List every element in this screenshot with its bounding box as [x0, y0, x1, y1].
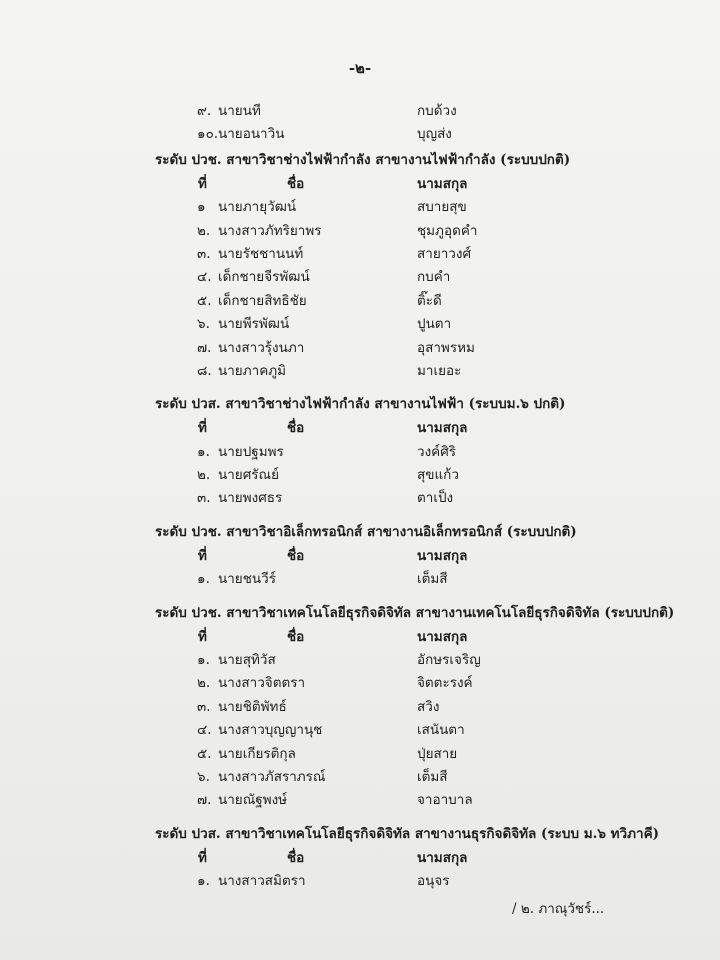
- list-item: [155, 487, 695, 510]
- row-number: ๖.: [197, 316, 210, 333]
- section-title: ระดับ ปวส. สาขาวิชาช่างไฟฟ้ากำลัง สาขางานไฟฟ้า (ระบบม.๖ ปกติ): [155, 396, 566, 413]
- list-item: [155, 789, 695, 812]
- page-number: -๒-: [348, 59, 372, 77]
- section-spacer: [155, 813, 695, 821]
- header-first-name: ชื่อ: [287, 628, 305, 645]
- row-number: ๕.: [197, 745, 212, 762]
- row-number: ๕.: [197, 292, 212, 309]
- first-name: เด็กชายสิทธิชัย: [218, 292, 307, 309]
- list-item: [155, 337, 695, 360]
- last-name: สวิง: [417, 698, 440, 715]
- last-name: เสนันตา: [417, 722, 465, 739]
- row-number: ๑.: [197, 873, 210, 890]
- list-item: [155, 870, 695, 893]
- row-number: ๘.: [197, 362, 212, 379]
- list-item: [155, 464, 695, 487]
- last-name: เต็มสี: [417, 571, 448, 588]
- last-name: สายาวงศ์: [417, 245, 472, 262]
- row-number: ๔.: [197, 722, 212, 739]
- section: [155, 149, 695, 392]
- row-number: ๑.: [197, 443, 210, 460]
- header-last-name: นามสกุล: [417, 628, 468, 645]
- table-header: [155, 545, 695, 568]
- continued-note: / ๒. ภาณุวัชร์...: [512, 901, 605, 917]
- last-name: สุขแก้ว: [417, 467, 459, 484]
- list-item: [155, 220, 695, 243]
- header-number: ที่: [198, 628, 207, 645]
- header-number: ที่: [198, 849, 207, 866]
- header-number: ที่: [198, 420, 207, 437]
- header-number: ที่: [198, 547, 207, 564]
- row-number: ๑.: [197, 652, 210, 669]
- last-name: กบคำ: [417, 269, 451, 286]
- section: [155, 602, 695, 821]
- header-first-name: ชื่อ: [287, 175, 305, 192]
- name-list: [155, 100, 695, 894]
- row-number: ๒.: [197, 222, 211, 239]
- row-number: ๒.: [197, 675, 211, 692]
- section: [155, 393, 695, 519]
- list-item: [155, 672, 695, 695]
- last-name: กบด้วง: [417, 103, 457, 119]
- list-item: [155, 649, 695, 672]
- header-last-name: นามสกุล: [417, 547, 468, 564]
- list-item: [155, 100, 695, 123]
- list-item: [155, 441, 695, 464]
- row-number: ๓.: [197, 698, 211, 715]
- last-name: ปูนตา: [417, 316, 452, 333]
- first-name: นายนที: [218, 103, 261, 119]
- section-title: ระดับ ปวช. สาขาวิชาเทคโนโลยีธุรกิจดิจิทัล สาขางานเทคโนโลยีธุรกิจดิจิทัล (ระบบปกติ): [155, 604, 675, 621]
- section: [155, 823, 695, 894]
- table-header: [155, 173, 695, 196]
- row-number: ๒.: [197, 467, 211, 484]
- last-name: สบายสุข: [417, 199, 467, 216]
- first-name: นายรัชชานนท์: [218, 245, 304, 262]
- first-name: นางสาวภัสราภรณ์: [218, 768, 326, 785]
- last-name: อุสาพรหม: [417, 339, 475, 356]
- row-number: ๑๐.: [197, 126, 219, 143]
- row-number: ๗.: [197, 792, 212, 809]
- first-name: เด็กชายจีรพัฒน์: [218, 269, 310, 286]
- last-name: บุญส่ง: [417, 126, 452, 143]
- header-last-name: นามสกุล: [417, 420, 468, 437]
- header-last-name: นามสกุล: [417, 175, 468, 192]
- last-name: มาเยอะ: [417, 362, 462, 379]
- last-name: ตาเป็ง: [417, 490, 454, 507]
- section-spacer: [155, 511, 695, 519]
- last-name: ติ๊ะดี: [417, 292, 442, 309]
- first-name: นายภาคภูมิ: [218, 362, 287, 379]
- sections: [155, 149, 695, 894]
- section: [155, 521, 695, 600]
- first-name: นายณัฐพงษ์: [218, 792, 288, 809]
- first-name: นายปฐมพร: [218, 443, 284, 460]
- list-item: [155, 743, 695, 766]
- list-item: [155, 313, 695, 336]
- first-name: นางสาวจิตตรา: [218, 675, 306, 692]
- first-name: นายพงศธร: [218, 490, 283, 507]
- list-item: [155, 123, 695, 146]
- list-item: [155, 719, 695, 742]
- first-name: นางสาวสมิตรา: [218, 873, 306, 890]
- table-header: [155, 626, 695, 649]
- list-item: [155, 290, 695, 313]
- first-name: นางสาวภัทริยาพร: [218, 222, 322, 239]
- header-first-name: ชื่อ: [287, 547, 305, 564]
- row-number: ๔.: [197, 269, 212, 286]
- continued-rows: [155, 100, 695, 147]
- section-title: ระดับ ปวช. สาขาวิชาช่างไฟฟ้ากำลัง สาขางานไฟฟ้ากำลัง (ระบบปกติ): [155, 151, 571, 168]
- last-name: จิตตะรงค์: [417, 675, 473, 692]
- first-name: นายพีรพัฒน์: [218, 316, 290, 333]
- list-item: [155, 266, 695, 289]
- first-name: นางสาวบุญญานุช: [218, 722, 323, 739]
- header-first-name: ชื่อ: [287, 420, 305, 437]
- last-name: ปุ่ยสาย: [417, 745, 458, 762]
- row-number: ๓.: [197, 245, 211, 262]
- row-number: ๑.: [197, 571, 210, 588]
- list-item: [155, 243, 695, 266]
- row-number: ๗.: [197, 339, 212, 356]
- last-name: วงค์ศิริ: [417, 443, 457, 460]
- first-name: นายชิติพัทธ์: [218, 698, 287, 715]
- last-name: ชุมภูอุดคำ: [417, 222, 478, 239]
- header-number: ที่: [198, 175, 207, 192]
- first-name: นางสาวรุ้งนภา: [218, 339, 305, 356]
- section-spacer: [155, 592, 695, 600]
- table-header: [155, 847, 695, 870]
- section-title: ระดับ ปวช. สาขาวิชาอิเล็กทรอนิกส์ สาขางานอิเล็กทรอนิกส์ (ระบบปกติ): [155, 523, 577, 540]
- last-name: อักษรเจริญ: [417, 652, 481, 669]
- first-name: นายเกียรติกุล: [218, 745, 296, 762]
- last-name: เต็มสี: [417, 768, 448, 785]
- first-name: นายภายุวัฒน์: [218, 199, 297, 216]
- row-number: ๙.: [197, 103, 212, 119]
- list-item: [155, 766, 695, 789]
- section-title: ระดับ ปวส. สาขาวิชาเทคโนโลยีธุรกิจดิจิทัล สาขางานธุรกิจดิจิทัล (ระบบ ม.๖ ทวิภาคี): [155, 825, 659, 842]
- header-first-name: ชื่อ: [287, 849, 305, 866]
- row-number: ๑: [197, 199, 206, 216]
- last-name: อนุจร: [417, 873, 450, 890]
- table-header: [155, 417, 695, 440]
- first-name: นายชนวีร์: [218, 571, 276, 588]
- list-item: [155, 360, 695, 383]
- row-number: ๓.: [197, 490, 211, 507]
- section-spacer: [155, 383, 695, 391]
- list-item: [155, 568, 695, 591]
- first-name: นายอนาวิน: [218, 126, 285, 143]
- first-name: นายศรัณย์: [218, 467, 279, 484]
- row-number: ๖.: [197, 768, 210, 785]
- first-name: นายสุทิวัส: [218, 652, 276, 669]
- header-last-name: นามสกุล: [417, 849, 468, 866]
- list-item: [155, 696, 695, 719]
- last-name: จาอาบาล: [417, 792, 473, 809]
- list-item: [155, 196, 695, 219]
